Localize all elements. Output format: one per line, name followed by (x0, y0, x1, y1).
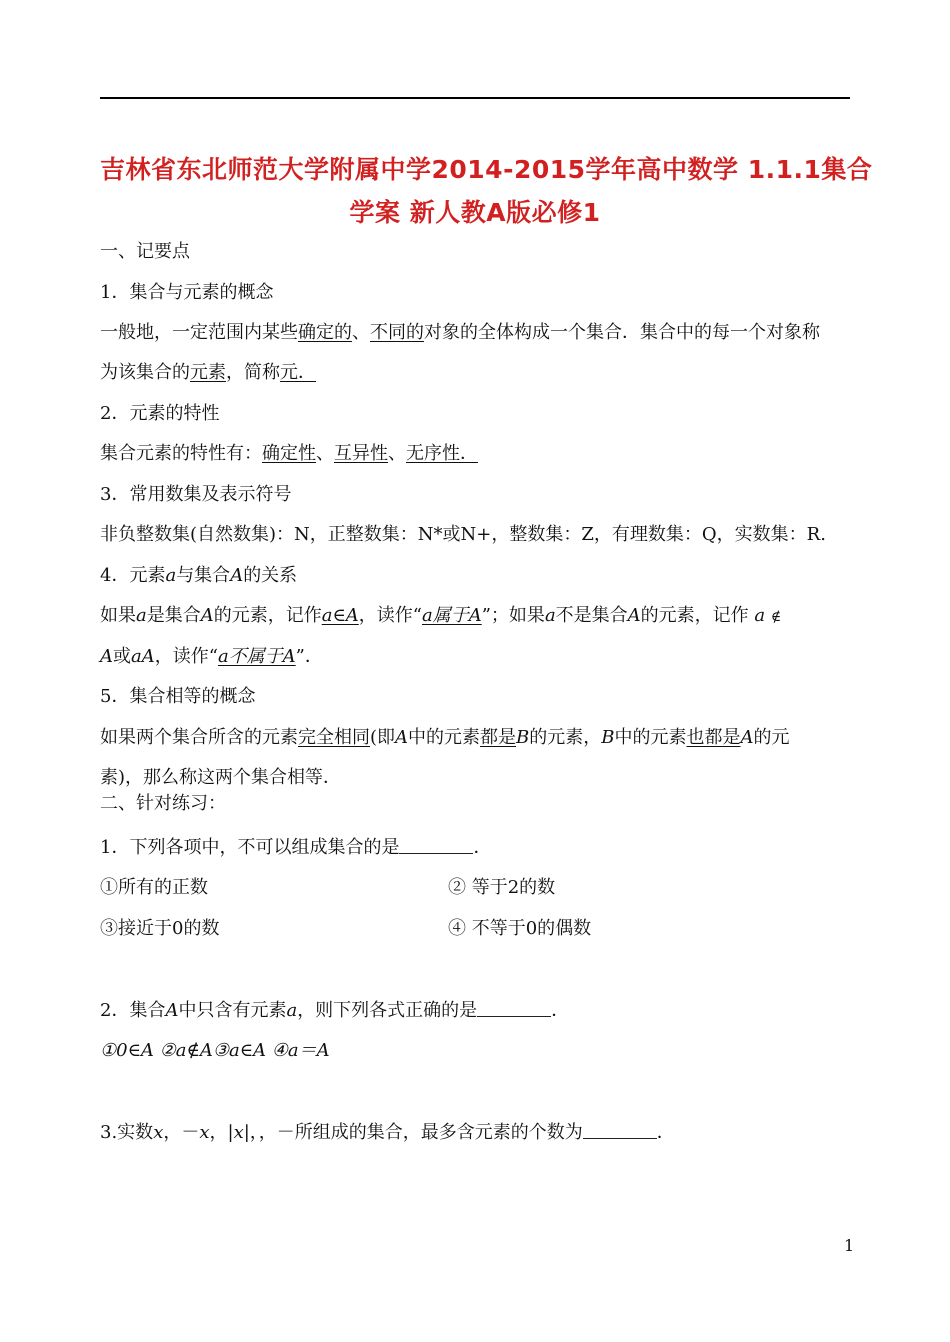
text: ”；如果 (481, 605, 545, 626)
underlined-term: a属于A (422, 605, 482, 626)
text: 3.实数 (100, 1122, 154, 1143)
text: 如果 (100, 605, 136, 626)
text: 的元素， (529, 727, 602, 748)
underlined-term: 元素 (190, 362, 226, 383)
p3-heading: 3．常用数集及表示符号 (100, 484, 292, 505)
math-var: a (286, 1000, 298, 1021)
text: 与集合 (176, 565, 231, 586)
text: 的元素，记作 (213, 605, 322, 626)
underlined-term: 也都是 (686, 727, 741, 748)
p4-line2 (100, 645, 323, 669)
text: ． (656, 1122, 675, 1143)
math-var: x (233, 1122, 244, 1143)
q1-option-4: ④ 不等于0的偶数 (448, 918, 592, 939)
text: 的关系 (243, 565, 298, 586)
math-var: B (601, 727, 615, 748)
text: 一般地，一定范围内某些 (100, 322, 298, 343)
p1-line2 (100, 361, 316, 385)
text: 集合元素的特性有： (100, 443, 262, 464)
text: 对象的全体构成一个集合．集合中的每一个对象称 (424, 322, 820, 343)
underlined-term: 确定性 (262, 443, 316, 464)
section1-heading: 一、记要点 (100, 241, 190, 262)
math-var: A (100, 646, 113, 667)
math-var: a (754, 605, 766, 626)
text: 中的元素 (614, 727, 687, 748)
text: ”． (295, 646, 323, 667)
not-in-symbol: ∉ (770, 609, 782, 625)
p4-heading (100, 564, 297, 588)
q1-option-1: ①所有的正数 (100, 877, 208, 898)
page-number: 1 (844, 1236, 855, 1255)
p3-line: 非负整数集(自然数集)：N，正整数集：N*或N+，整数集：Z，有理数集：Q，实数集：R. (100, 524, 826, 545)
math-var: B (516, 727, 530, 748)
p5-heading: 5．集合相等的概念 (100, 686, 256, 707)
text: ，则下列各式正确的是 (297, 1000, 478, 1021)
text: (即 (370, 727, 396, 748)
underlined-term: 确定的 (298, 322, 352, 343)
text: 是集合 (146, 605, 201, 626)
underlined-term: 元． (280, 362, 316, 383)
math-var: x (199, 1122, 210, 1143)
q3-stem (100, 1121, 675, 1145)
answer-blank[interactable] (399, 837, 473, 854)
text: ，读作“ (358, 605, 422, 626)
text: 4．元素 (100, 565, 166, 586)
text: 、 (352, 322, 370, 343)
math-var: aA (131, 646, 155, 667)
math-var: x (153, 1122, 164, 1143)
math-var: A (200, 605, 214, 626)
section2-heading: 二、针对练习： (100, 793, 226, 814)
text: 中只含有元素 (178, 1000, 287, 1021)
text: ． (551, 1000, 570, 1021)
document-title-line2: 学案 新人教A版必修1 (349, 198, 601, 227)
q2-stem (100, 999, 569, 1023)
text: 中的元素 (408, 727, 481, 748)
text: 的元素，记作 (640, 605, 749, 626)
q1-option-3: ③接近于0的数 (100, 918, 220, 939)
math-var: a (165, 565, 177, 586)
underlined-term: 都是 (480, 727, 517, 748)
text: 为该集合的 (100, 362, 190, 383)
text: ，－ (163, 1122, 200, 1143)
math-var: A (627, 605, 641, 626)
text: 如果两个集合所含的元素 (100, 727, 298, 748)
document-title-line1: 吉林省东北师范大学附属中学2014-2015学年高中数学 1.1.1集合 (100, 155, 873, 184)
text: 、 (316, 443, 334, 464)
text: 的元 (753, 727, 790, 748)
text: ，简称 (226, 362, 280, 383)
math-var: A (395, 727, 409, 748)
text: 1．下列各项中，不可以组成集合的是 (100, 837, 400, 858)
underlined-term: a∈A (321, 605, 359, 626)
q1-option-2: ② 等于2的数 (448, 877, 556, 898)
answer-blank[interactable] (477, 1000, 551, 1017)
math-var: A (230, 565, 244, 586)
underlined-term: 无序性． (406, 443, 478, 464)
p2-heading: 2．元素的特性 (100, 403, 220, 424)
p5-line2: 素)，那么称这两个集合相等． (100, 767, 342, 788)
text: 、 (388, 443, 406, 464)
text: 或 (113, 646, 131, 667)
text: ． (473, 837, 492, 858)
p2-line (100, 442, 478, 466)
text: |，，－所组成的集合，最多含元素的个数为 (243, 1122, 583, 1143)
text: ，读作“ (154, 646, 218, 667)
p1-line1 (100, 321, 820, 345)
underlined-term: 不同的 (370, 322, 424, 343)
text: ，| (209, 1122, 234, 1143)
math-var: a (544, 605, 556, 626)
answer-blank[interactable] (583, 1122, 657, 1139)
underlined-term: 完全相同 (298, 727, 370, 748)
math-var: a (136, 605, 147, 626)
q1-stem (100, 836, 491, 860)
p1-heading: 1．集合与元素的概念 (100, 282, 274, 303)
p4-line1 (100, 604, 781, 629)
math-var: A (740, 727, 754, 748)
header-rule (100, 97, 850, 99)
text: 2．集合 (100, 1000, 166, 1021)
text: 不是集合 (555, 605, 628, 626)
q2-options: ①0∈A ②a∉A③a∈A ④a＝A (100, 1040, 330, 1061)
underlined-term: 互异性 (334, 443, 388, 464)
underlined-term: a不属于A (217, 646, 296, 667)
p5-line1 (100, 726, 790, 750)
math-var: A (165, 1000, 179, 1021)
